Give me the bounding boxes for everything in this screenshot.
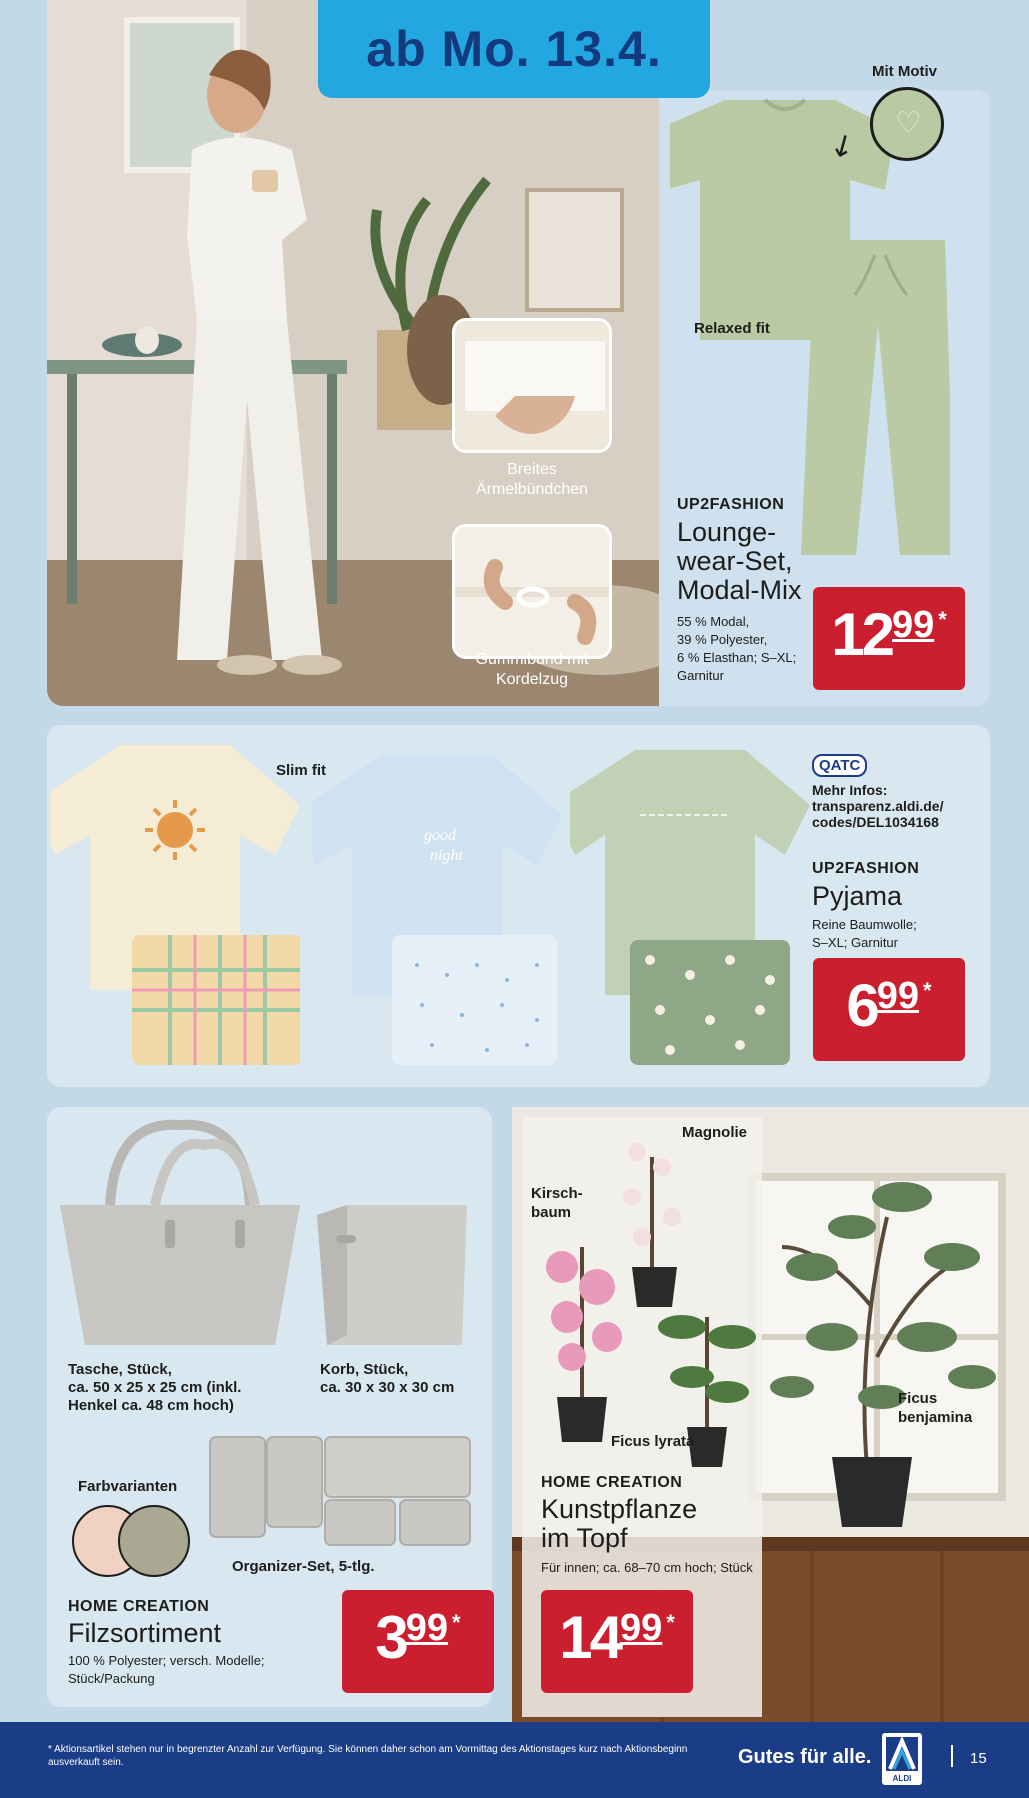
price-euros: 6 xyxy=(846,972,877,1039)
felt-price-tag xyxy=(342,1590,494,1693)
organizer-set-image xyxy=(205,1432,475,1552)
kirschbaum-label xyxy=(531,1184,583,1222)
loungewear-name xyxy=(677,518,802,605)
sleeve-cuff-image xyxy=(455,321,612,453)
loungewear-brand: UP2FASHION xyxy=(677,496,785,513)
color-variants-label: Farbvarianten xyxy=(78,1478,178,1495)
basket-line: Korb, Stück, xyxy=(320,1361,409,1378)
name-line: Modal-Mix xyxy=(677,575,802,605)
slogan: Gutes für alle. xyxy=(738,1746,872,1768)
magnolie-label: Magnolie xyxy=(682,1124,748,1141)
name-line: Kunstpflanze xyxy=(541,1494,698,1524)
pyjama-desc xyxy=(812,916,917,952)
ficus-benjamina-label xyxy=(898,1389,972,1427)
price-asterisk: * xyxy=(452,1610,461,1635)
pyjama-name: Pyjama xyxy=(812,881,903,911)
desc-line: Reine Baumwolle; xyxy=(812,917,917,932)
qatc-line: codes/DEL1034168 xyxy=(812,814,939,830)
plants-name xyxy=(541,1495,697,1553)
basket-description xyxy=(320,1361,454,1397)
felt-bag-image xyxy=(55,1115,305,1355)
pyjama-brand: UP2FASHION xyxy=(812,860,920,877)
heart-icon: ♡ xyxy=(895,107,922,140)
drawstring-caption: Gummibund mit Kordelzug xyxy=(475,651,589,688)
bag-line: Henkel ca. 48 cm hoch) xyxy=(68,1397,234,1414)
desc-line: 100 % Polyester; versch. Modelle; xyxy=(68,1653,265,1668)
bag-line: Tasche, Stück, xyxy=(68,1361,172,1378)
price-cents: 99 xyxy=(405,1607,449,1649)
svg-text:good: good xyxy=(424,827,456,844)
basket-line: ca. 30 x 30 x 30 cm xyxy=(320,1379,455,1396)
label-line: Kirsch- xyxy=(531,1185,583,1202)
desc-line: 6 % Elasthan; S–XL; xyxy=(677,650,797,665)
price-cents: 99 xyxy=(891,604,935,646)
ficus-lyrata-label: Ficus lyrata xyxy=(611,1433,695,1450)
felt-desc xyxy=(68,1652,265,1688)
name-line: Lounge- xyxy=(677,517,777,547)
aldi-logo-text: ALDI xyxy=(892,1774,912,1783)
name-line: im Topf xyxy=(541,1523,628,1553)
loungewear-price-tag xyxy=(813,587,965,690)
loungewear-desc xyxy=(677,613,796,685)
qatc-logo-text: QATC xyxy=(819,757,861,774)
motif-arrow-icon: ↙ xyxy=(823,124,862,167)
price-cents: 99 xyxy=(876,975,920,1017)
drawstring-inset xyxy=(452,524,612,659)
desc-line: Stück/Packung xyxy=(68,1671,155,1686)
footer-separator xyxy=(951,1745,953,1767)
pyjama-blue-image xyxy=(312,750,572,1070)
plants-price-tag xyxy=(541,1590,693,1693)
svg-text:night: night xyxy=(430,847,463,864)
organizer-label: Organizer-Set, 5-tlg. xyxy=(232,1558,375,1575)
page-number: 15 xyxy=(970,1750,987,1767)
plants-desc: Für innen; ca. 68–70 cm hoch; Stück xyxy=(541,1560,753,1575)
felt-basket-image xyxy=(312,1200,477,1355)
aldi-logo-icon xyxy=(884,1735,920,1783)
qatc-logo xyxy=(812,754,867,777)
price-cents: 99 xyxy=(619,1607,663,1649)
motif-circle-icon xyxy=(870,87,944,161)
pyjama-price-tag xyxy=(813,958,965,1061)
drawstring-image xyxy=(455,527,612,659)
desc-line: 55 % Modal, xyxy=(677,614,750,629)
price-euros: 14 xyxy=(559,1604,620,1671)
price-euros: 12 xyxy=(831,601,892,668)
qatc-line: Mehr Infos: xyxy=(812,782,888,798)
aldi-logo xyxy=(882,1733,922,1785)
qatc-info xyxy=(812,782,943,830)
price-euros: 3 xyxy=(375,1604,406,1671)
bag-description xyxy=(68,1361,241,1415)
desc-line: Garnitur xyxy=(677,668,724,683)
name-line: wear-Set, xyxy=(677,546,793,576)
price-asterisk: * xyxy=(923,978,932,1003)
felt-brand: HOME CREATION xyxy=(68,1598,210,1615)
bag-line: ca. 50 x 25 x 25 cm (inkl. xyxy=(68,1379,242,1396)
felt-name: Filzsortiment xyxy=(68,1618,222,1648)
motif-label: Mit Motiv xyxy=(872,63,937,80)
relaxed-fit-label: Relaxed fit xyxy=(694,320,770,337)
pyjama-green-image xyxy=(570,745,810,1070)
desc-line: 39 % Polyester, xyxy=(677,632,768,647)
color-swatch-grey xyxy=(118,1505,190,1577)
label-line: Ficus xyxy=(898,1390,938,1407)
label-line: benjamina xyxy=(898,1409,973,1426)
price-asterisk: * xyxy=(666,1610,675,1635)
pyjama-sun-image xyxy=(50,740,300,1070)
plants-brand: HOME CREATION xyxy=(541,1474,683,1491)
label-line: baum xyxy=(531,1204,572,1221)
footnote: * Aktionsartikel stehen nur in begrenzter Anzahl zur Verfügung. Sie können daher schon am Vormittag des Aktionstages kurz nach Aktionsbeginn ausverkauft sein. xyxy=(48,1744,688,1768)
sleeve-cuff-caption: Breites Ärmelbündchen xyxy=(475,461,589,498)
slim-fit-label: Slim fit xyxy=(276,762,327,779)
price-asterisk: * xyxy=(938,607,947,632)
date-banner: ab Mo. 13.4. xyxy=(318,0,710,98)
desc-line: S–XL; Garnitur xyxy=(812,935,898,950)
sleeve-cuff-inset xyxy=(452,318,612,453)
qatc-link[interactable]: transparenz.aldi.de/ xyxy=(812,798,944,814)
